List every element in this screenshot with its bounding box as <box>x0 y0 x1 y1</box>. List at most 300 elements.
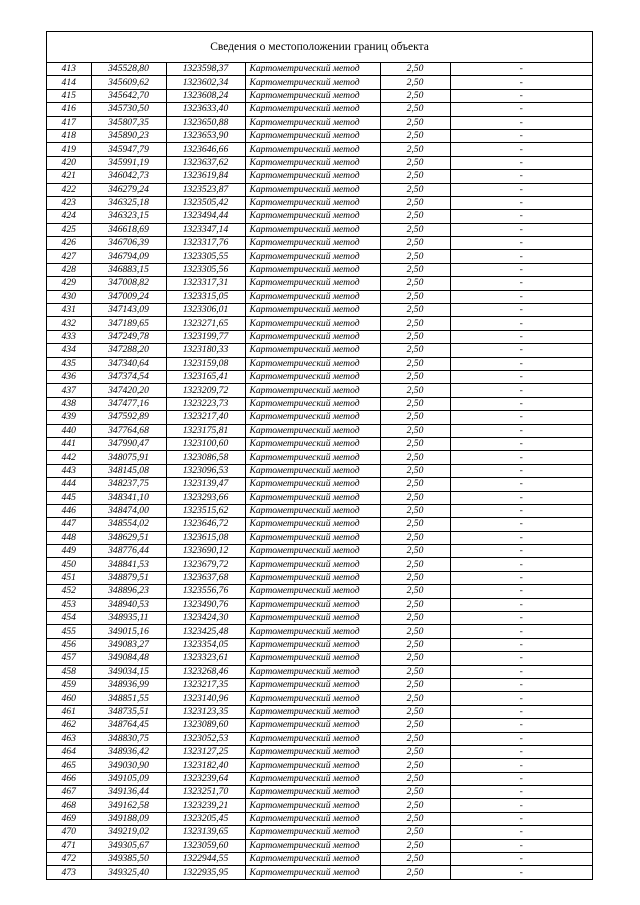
method-cell: Картометрический метод <box>245 370 380 383</box>
table-row <box>47 571 592 584</box>
note-cell: - <box>450 411 592 424</box>
coord-y-cell: 1323679,72 <box>166 558 245 571</box>
accuracy-cell: 2,50 <box>380 89 450 102</box>
accuracy-cell: 2,50 <box>380 437 450 450</box>
coord-x-cell: 347420,20 <box>91 384 166 397</box>
point-number-cell: 470 <box>47 826 91 839</box>
coord-y-cell: 1323523,87 <box>166 183 245 196</box>
note-cell: - <box>450 317 592 330</box>
note-cell: - <box>450 196 592 209</box>
accuracy-cell: 2,50 <box>380 317 450 330</box>
point-number-cell: 413 <box>47 63 91 76</box>
accuracy-cell: 2,50 <box>380 263 450 276</box>
table-row <box>47 745 592 758</box>
point-number-cell: 465 <box>47 759 91 772</box>
note-cell: - <box>450 384 592 397</box>
accuracy-cell: 2,50 <box>380 129 450 142</box>
coord-y-cell: 1323317,31 <box>166 277 245 290</box>
accuracy-cell: 2,50 <box>380 839 450 852</box>
coord-y-cell: 1323646,66 <box>166 143 245 156</box>
table-row <box>47 558 592 571</box>
method-cell: Картометрический метод <box>245 558 380 571</box>
coord-x-cell: 349015,16 <box>91 625 166 638</box>
method-cell: Картометрический метод <box>245 223 380 236</box>
accuracy-cell: 2,50 <box>380 812 450 825</box>
coord-x-cell: 348841,53 <box>91 558 166 571</box>
point-number-cell: 415 <box>47 89 91 102</box>
coord-y-cell: 1323615,08 <box>166 531 245 544</box>
coord-x-cell: 348629,51 <box>91 531 166 544</box>
accuracy-cell: 2,50 <box>380 638 450 651</box>
method-cell: Картометрический метод <box>245 705 380 718</box>
coord-y-cell: 1323323,61 <box>166 652 245 665</box>
coord-x-cell: 348341,10 <box>91 491 166 504</box>
point-number-cell: 473 <box>47 866 91 879</box>
coord-y-cell: 1323100,60 <box>166 437 245 450</box>
method-cell: Картометрический метод <box>245 263 380 276</box>
point-number-cell: 468 <box>47 799 91 812</box>
method-cell: Картометрический метод <box>245 63 380 76</box>
coord-y-cell: 1323217,40 <box>166 411 245 424</box>
method-cell: Картометрический метод <box>245 451 380 464</box>
coord-y-cell: 1323052,53 <box>166 732 245 745</box>
note-cell: - <box>450 357 592 370</box>
coord-x-cell: 348764,45 <box>91 719 166 732</box>
table-row <box>47 344 592 357</box>
coord-x-cell: 347477,16 <box>91 397 166 410</box>
point-number-cell: 441 <box>47 437 91 450</box>
table-row <box>47 732 592 745</box>
table-row <box>47 625 592 638</box>
point-number-cell: 463 <box>47 732 91 745</box>
accuracy-cell: 2,50 <box>380 196 450 209</box>
point-number-cell: 424 <box>47 210 91 223</box>
accuracy-cell: 2,50 <box>380 786 450 799</box>
point-number-cell: 426 <box>47 237 91 250</box>
table-row <box>47 89 592 102</box>
method-cell: Картометрический метод <box>245 464 380 477</box>
method-cell: Картометрический метод <box>245 772 380 785</box>
point-number-cell: 460 <box>47 692 91 705</box>
table-row <box>47 250 592 263</box>
table-row <box>47 692 592 705</box>
accuracy-cell: 2,50 <box>380 558 450 571</box>
method-cell: Картометрический метод <box>245 839 380 852</box>
accuracy-cell: 2,50 <box>380 304 450 317</box>
method-cell: Картометрический метод <box>245 397 380 410</box>
note-cell: - <box>450 786 592 799</box>
accuracy-cell: 2,50 <box>380 143 450 156</box>
coord-y-cell: 1323650,88 <box>166 116 245 129</box>
table-row <box>47 170 592 183</box>
accuracy-cell: 2,50 <box>380 277 450 290</box>
note-cell: - <box>450 585 592 598</box>
point-number-cell: 442 <box>47 451 91 464</box>
table-row <box>47 384 592 397</box>
coord-x-cell: 346042,73 <box>91 170 166 183</box>
coord-y-cell: 1323159,08 <box>166 357 245 370</box>
point-number-cell: 469 <box>47 812 91 825</box>
note-cell: - <box>450 277 592 290</box>
note-cell: - <box>450 478 592 491</box>
table-row <box>47 705 592 718</box>
method-cell: Картометрический метод <box>245 853 380 866</box>
note-cell: - <box>450 719 592 732</box>
coord-y-cell: 1323347,14 <box>166 223 245 236</box>
accuracy-cell: 2,50 <box>380 237 450 250</box>
table-row <box>47 304 592 317</box>
coord-x-cell: 349030,90 <box>91 759 166 772</box>
coord-y-cell: 1322944,55 <box>166 853 245 866</box>
note-cell: - <box>450 437 592 450</box>
accuracy-cell: 2,50 <box>380 545 450 558</box>
coord-y-cell: 1323175,81 <box>166 424 245 437</box>
point-number-cell: 435 <box>47 357 91 370</box>
coord-x-cell: 349325,40 <box>91 866 166 879</box>
coord-y-cell: 1323556,76 <box>166 585 245 598</box>
table-row <box>47 263 592 276</box>
coord-y-cell: 1323180,33 <box>166 344 245 357</box>
table-row <box>47 183 592 196</box>
method-cell: Картометрический метод <box>245 799 380 812</box>
point-number-cell: 417 <box>47 116 91 129</box>
coord-x-cell: 349188,09 <box>91 812 166 825</box>
coord-y-cell: 1323123,35 <box>166 705 245 718</box>
method-cell: Картометрический метод <box>245 759 380 772</box>
method-cell: Картометрический метод <box>245 638 380 651</box>
coord-y-cell: 1323059,60 <box>166 839 245 852</box>
coord-y-cell: 1323354,05 <box>166 638 245 651</box>
method-cell: Картометрический метод <box>245 437 380 450</box>
coord-y-cell: 1323223,73 <box>166 397 245 410</box>
table-row <box>47 772 592 785</box>
coord-y-cell: 1323305,55 <box>166 250 245 263</box>
coord-x-cell: 348851,55 <box>91 692 166 705</box>
table-row <box>47 678 592 691</box>
accuracy-cell: 2,50 <box>380 451 450 464</box>
coord-x-cell: 347592,89 <box>91 411 166 424</box>
note-cell: - <box>450 826 592 839</box>
coord-x-cell: 346618,69 <box>91 223 166 236</box>
method-cell: Картометрический метод <box>245 491 380 504</box>
table-row <box>47 196 592 209</box>
table-row <box>47 116 592 129</box>
method-cell: Картометрический метод <box>245 170 380 183</box>
method-cell: Картометрический метод <box>245 357 380 370</box>
note-cell: - <box>450 518 592 531</box>
coord-x-cell: 349385,50 <box>91 853 166 866</box>
point-number-cell: 428 <box>47 263 91 276</box>
coord-y-cell: 1323199,77 <box>166 330 245 343</box>
coord-x-cell: 345642,70 <box>91 89 166 102</box>
method-cell: Картометрический метод <box>245 692 380 705</box>
point-number-cell: 446 <box>47 504 91 517</box>
table-row <box>47 143 592 156</box>
coord-x-cell: 347008,82 <box>91 277 166 290</box>
coord-x-cell: 348474,00 <box>91 504 166 517</box>
table-row <box>47 451 592 464</box>
point-number-cell: 439 <box>47 411 91 424</box>
table-row <box>47 799 592 812</box>
coord-y-cell: 1323217,35 <box>166 678 245 691</box>
method-cell: Картометрический метод <box>245 732 380 745</box>
method-cell: Картометрический метод <box>245 571 380 584</box>
accuracy-cell: 2,50 <box>380 397 450 410</box>
method-cell: Картометрический метод <box>245 411 380 424</box>
accuracy-cell: 2,50 <box>380 678 450 691</box>
method-cell: Картометрический метод <box>245 317 380 330</box>
note-cell: - <box>450 290 592 303</box>
point-number-cell: 429 <box>47 277 91 290</box>
point-number-cell: 456 <box>47 638 91 651</box>
note-cell: - <box>450 759 592 772</box>
note-cell: - <box>450 638 592 651</box>
table-row <box>47 491 592 504</box>
point-number-cell: 455 <box>47 625 91 638</box>
coord-x-cell: 347990,47 <box>91 437 166 450</box>
point-number-cell: 425 <box>47 223 91 236</box>
note-cell: - <box>450 397 592 410</box>
point-number-cell: 436 <box>47 370 91 383</box>
coord-y-cell: 1323239,21 <box>166 799 245 812</box>
table-row <box>47 103 592 116</box>
table-row <box>47 652 592 665</box>
coord-y-cell: 1323608,24 <box>166 89 245 102</box>
coord-x-cell: 348237,75 <box>91 478 166 491</box>
accuracy-cell: 2,50 <box>380 384 450 397</box>
boundary-table-sheet <box>46 31 593 880</box>
accuracy-cell: 2,50 <box>380 826 450 839</box>
coord-y-cell: 1323602,34 <box>166 76 245 89</box>
method-cell: Картометрический метод <box>245 277 380 290</box>
table-row <box>47 397 592 410</box>
table-row <box>47 719 592 732</box>
accuracy-cell: 2,50 <box>380 692 450 705</box>
note-cell: - <box>450 464 592 477</box>
accuracy-cell: 2,50 <box>380 732 450 745</box>
note-cell: - <box>450 143 592 156</box>
table-row <box>47 545 592 558</box>
coord-y-cell: 1323139,47 <box>166 478 245 491</box>
method-cell: Картометрический метод <box>245 478 380 491</box>
point-number-cell: 451 <box>47 571 91 584</box>
method-cell: Картометрический метод <box>245 183 380 196</box>
coord-x-cell: 349136,44 <box>91 786 166 799</box>
note-cell: - <box>450 424 592 437</box>
coord-x-cell: 346794,09 <box>91 250 166 263</box>
coord-y-cell: 1323515,62 <box>166 504 245 517</box>
note-cell: - <box>450 732 592 745</box>
coord-x-cell: 347374,54 <box>91 370 166 383</box>
accuracy-cell: 2,50 <box>380 612 450 625</box>
note-cell: - <box>450 612 592 625</box>
accuracy-cell: 2,50 <box>380 63 450 76</box>
table-row <box>47 357 592 370</box>
method-cell: Картометрический метод <box>245 719 380 732</box>
coord-x-cell: 348776,44 <box>91 545 166 558</box>
accuracy-cell: 2,50 <box>380 772 450 785</box>
accuracy-cell: 2,50 <box>380 705 450 718</box>
coord-x-cell: 345730,50 <box>91 103 166 116</box>
table-row <box>47 612 592 625</box>
note-cell: - <box>450 223 592 236</box>
note-cell: - <box>450 183 592 196</box>
point-number-cell: 438 <box>47 397 91 410</box>
table-row <box>47 277 592 290</box>
table-row <box>47 665 592 678</box>
method-cell: Картометрический метод <box>245 545 380 558</box>
accuracy-cell: 2,50 <box>380 518 450 531</box>
accuracy-cell: 2,50 <box>380 411 450 424</box>
table-row <box>47 638 592 651</box>
document-title: Сведения о местоположении границ объекта <box>47 32 592 63</box>
coordinates-table <box>47 63 592 879</box>
accuracy-cell: 2,50 <box>380 625 450 638</box>
method-cell: Картометрический метод <box>245 103 380 116</box>
table-row <box>47 437 592 450</box>
coord-y-cell: 1323637,62 <box>166 156 245 169</box>
coord-y-cell: 1323209,72 <box>166 384 245 397</box>
accuracy-cell: 2,50 <box>380 170 450 183</box>
note-cell: - <box>450 237 592 250</box>
table-row <box>47 237 592 250</box>
note-cell: - <box>450 103 592 116</box>
method-cell: Картометрический метод <box>245 330 380 343</box>
table-row <box>47 156 592 169</box>
accuracy-cell: 2,50 <box>380 290 450 303</box>
accuracy-cell: 2,50 <box>380 719 450 732</box>
note-cell: - <box>450 665 592 678</box>
point-number-cell: 444 <box>47 478 91 491</box>
note-cell: - <box>450 491 592 504</box>
method-cell: Картометрический метод <box>245 237 380 250</box>
method-cell: Картометрический метод <box>245 652 380 665</box>
method-cell: Картометрический метод <box>245 518 380 531</box>
note-cell: - <box>450 812 592 825</box>
method-cell: Картометрический метод <box>245 745 380 758</box>
accuracy-cell: 2,50 <box>380 103 450 116</box>
point-number-cell: 459 <box>47 678 91 691</box>
table-row <box>47 504 592 517</box>
coord-x-cell: 349083,27 <box>91 638 166 651</box>
coord-x-cell: 345991,19 <box>91 156 166 169</box>
point-number-cell: 458 <box>47 665 91 678</box>
coord-x-cell: 345947,79 <box>91 143 166 156</box>
note-cell: - <box>450 839 592 852</box>
point-number-cell: 453 <box>47 598 91 611</box>
method-cell: Картометрический метод <box>245 786 380 799</box>
coord-x-cell: 348554,02 <box>91 518 166 531</box>
table-row <box>47 598 592 611</box>
coord-y-cell: 1323317,76 <box>166 237 245 250</box>
point-number-cell: 427 <box>47 250 91 263</box>
method-cell: Картометрический метод <box>245 531 380 544</box>
accuracy-cell: 2,50 <box>380 759 450 772</box>
accuracy-cell: 2,50 <box>380 598 450 611</box>
point-number-cell: 422 <box>47 183 91 196</box>
table-row <box>47 370 592 383</box>
coord-x-cell: 348075,91 <box>91 451 166 464</box>
point-number-cell: 450 <box>47 558 91 571</box>
coord-y-cell: 1323251,70 <box>166 786 245 799</box>
coord-x-cell: 346323,15 <box>91 210 166 223</box>
coord-x-cell: 347143,09 <box>91 304 166 317</box>
coord-y-cell: 1323127,25 <box>166 745 245 758</box>
note-cell: - <box>450 598 592 611</box>
table-row <box>47 290 592 303</box>
table-row <box>47 424 592 437</box>
note-cell: - <box>450 344 592 357</box>
coord-x-cell: 348145,08 <box>91 464 166 477</box>
accuracy-cell: 2,50 <box>380 866 450 879</box>
note-cell: - <box>450 531 592 544</box>
note-cell: - <box>450 571 592 584</box>
note-cell: - <box>450 692 592 705</box>
table-row <box>47 411 592 424</box>
table-row <box>47 812 592 825</box>
note-cell: - <box>450 370 592 383</box>
coord-y-cell: 1323633,40 <box>166 103 245 116</box>
note-cell: - <box>450 89 592 102</box>
accuracy-cell: 2,50 <box>380 665 450 678</box>
coord-x-cell: 345890,23 <box>91 129 166 142</box>
note-cell: - <box>450 799 592 812</box>
point-number-cell: 464 <box>47 745 91 758</box>
point-number-cell: 430 <box>47 290 91 303</box>
coord-x-cell: 346279,24 <box>91 183 166 196</box>
method-cell: Картометрический метод <box>245 156 380 169</box>
method-cell: Картометрический метод <box>245 250 380 263</box>
note-cell: - <box>450 745 592 758</box>
method-cell: Картометрический метод <box>245 665 380 678</box>
coord-x-cell: 348830,75 <box>91 732 166 745</box>
point-number-cell: 457 <box>47 652 91 665</box>
accuracy-cell: 2,50 <box>380 853 450 866</box>
point-number-cell: 466 <box>47 772 91 785</box>
note-cell: - <box>450 652 592 665</box>
method-cell: Картометрический метод <box>245 826 380 839</box>
coord-x-cell: 345807,35 <box>91 116 166 129</box>
table-row <box>47 839 592 852</box>
note-cell: - <box>450 545 592 558</box>
coord-x-cell: 348940,53 <box>91 598 166 611</box>
table-row <box>47 76 592 89</box>
note-cell: - <box>450 772 592 785</box>
point-number-cell: 462 <box>47 719 91 732</box>
note-cell: - <box>450 330 592 343</box>
table-row <box>47 866 592 879</box>
table-row <box>47 63 592 76</box>
accuracy-cell: 2,50 <box>380 370 450 383</box>
accuracy-cell: 2,50 <box>380 344 450 357</box>
coord-x-cell: 346883,15 <box>91 263 166 276</box>
coord-y-cell: 1323271,65 <box>166 317 245 330</box>
table-row <box>47 317 592 330</box>
note-cell: - <box>450 263 592 276</box>
coord-y-cell: 1323505,42 <box>166 196 245 209</box>
coord-y-cell: 1323494,44 <box>166 210 245 223</box>
accuracy-cell: 2,50 <box>380 571 450 584</box>
accuracy-cell: 2,50 <box>380 464 450 477</box>
coord-y-cell: 1323239,64 <box>166 772 245 785</box>
table-row <box>47 853 592 866</box>
method-cell: Картометрический метод <box>245 89 380 102</box>
note-cell: - <box>450 625 592 638</box>
coord-y-cell: 1323637,68 <box>166 571 245 584</box>
note-cell: - <box>450 210 592 223</box>
point-number-cell: 432 <box>47 317 91 330</box>
method-cell: Картометрический метод <box>245 143 380 156</box>
